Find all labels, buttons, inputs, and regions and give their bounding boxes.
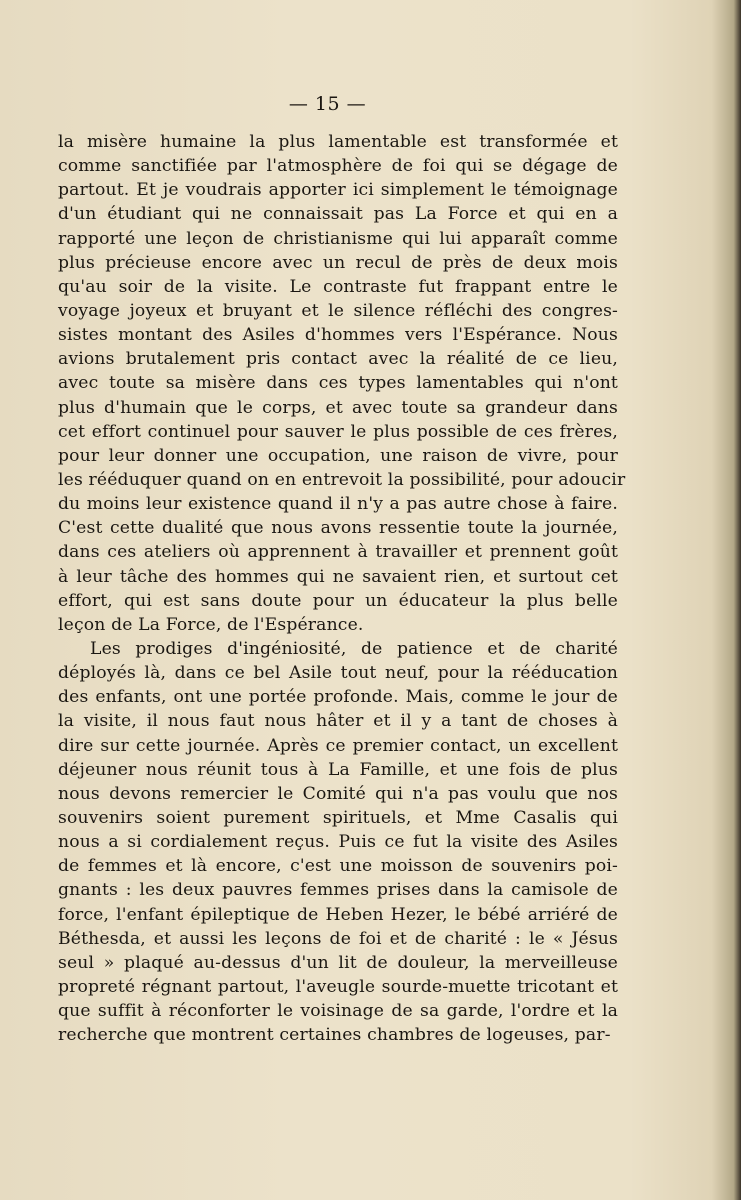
text-line: comme sanctifiée par l'atmosphère de foi qui se dégage de	[58, 156, 618, 177]
text-line: partout. Et je voudrais apporter ici simplement le témoignage	[58, 180, 618, 201]
text-line: avec toute sa misère dans ces types lamentables qui n'ont	[58, 373, 618, 394]
text-line: la misère humaine la plus lamentable est transformée et	[58, 132, 618, 152]
text-line: de femmes et là encore, c'est une moisson de souvenirs poi-	[58, 856, 618, 877]
text-line: du moins leur existence quand il n'y a pas autre chose à faire.	[58, 494, 618, 515]
text-line: des enfants, ont une portée profonde. Mais, comme le jour de	[58, 687, 618, 708]
text-line: voyage joyeux et bruyant et le silence réfléchi des congres-	[58, 300, 618, 321]
text-line: la visite, il nous faut nous hâter et il y a tant de choses à	[58, 711, 618, 732]
text-line: avions brutalement pris contact avec la réalité de ce lieu,	[58, 349, 618, 370]
text-line: dire sur cette journée. Après ce premier contact, un excellent	[58, 735, 618, 756]
text-line: déployés là, dans ce bel Asile tout neuf, pour la rééducation	[58, 663, 618, 684]
page-number: — 15 —	[288, 93, 367, 115]
text-line: dans ces ateliers où apprennent à travailler et prennent goût	[58, 542, 618, 563]
text-line: nous a si cordialement reçus. Puis ce fut la visite des Asiles	[58, 832, 618, 853]
body-text	[58, 130, 626, 1047]
text-line: que suffit à réconforter le voisinage de sa garde, l'ordre et la	[58, 1001, 618, 1022]
text-line: plus d'humain que le corps, et avec toute sa grandeur dans	[58, 397, 618, 418]
text-line: plus précieuse encore avec un recul de près de deux mois	[58, 252, 618, 273]
text-line: cet effort continuel pour sauver le plus possible de ces frères,	[58, 421, 618, 442]
text-line: sistes montant des Asiles d'hommes vers l'Espérance. Nous	[58, 325, 618, 346]
text-line: propreté régnant partout, l'aveugle sourde-muette tricotant et	[58, 976, 618, 997]
text-line: recherche que montrent certaines chambres de logeuses, par-	[58, 1025, 611, 1046]
text-line: C'est cette dualité que nous avons ressentie toute la journée,	[58, 518, 618, 539]
text-line: nous devons remercier le Comité qui n'a pas voulu que nos	[58, 783, 618, 804]
text-line: déjeuner nous réunit tous à La Famille, et une fois de plus	[58, 759, 618, 780]
text-line: force, l'enfant épileptique de Heben Hezer, le bébé arriéré de	[58, 904, 618, 925]
text-line: rapporté une leçon de christianisme qui lui apparaît comme	[58, 228, 618, 249]
text-line: leçon de La Force, de l'Espérance.	[58, 614, 364, 635]
text-line: souvenirs soient purement spirituels, et Mme Casalis qui	[58, 807, 618, 828]
text-line: d'un étudiant qui ne connaissait pas La Force et qui en a	[58, 204, 618, 225]
text-line: pour leur donner une occupation, une raison de vivre, pour	[58, 445, 618, 466]
text-line: Béthesda, et aussi les leçons de foi et de charité : le « Jésus	[58, 928, 618, 949]
text-line: Les prodiges d'ingéniosité, de patience et de charité	[90, 638, 618, 659]
text-line: effort, qui est sans doute pour un éducateur la plus belle	[58, 590, 618, 611]
text-line: qu'au soir de la visite. Le contraste fut frappant entre le	[58, 276, 618, 297]
text-line: les rééduquer quand on en entrevoit la possibilité, pour adoucir	[58, 469, 626, 490]
text-line: gnants : les deux pauvres femmes prises dans la camisole de	[58, 880, 618, 901]
text-line: à leur tâche des hommes qui ne savaient rien, et surtout cet	[58, 566, 618, 587]
text-line: seul » plaqué au-dessus d'un lit de douleur, la merveilleuse	[58, 952, 618, 973]
